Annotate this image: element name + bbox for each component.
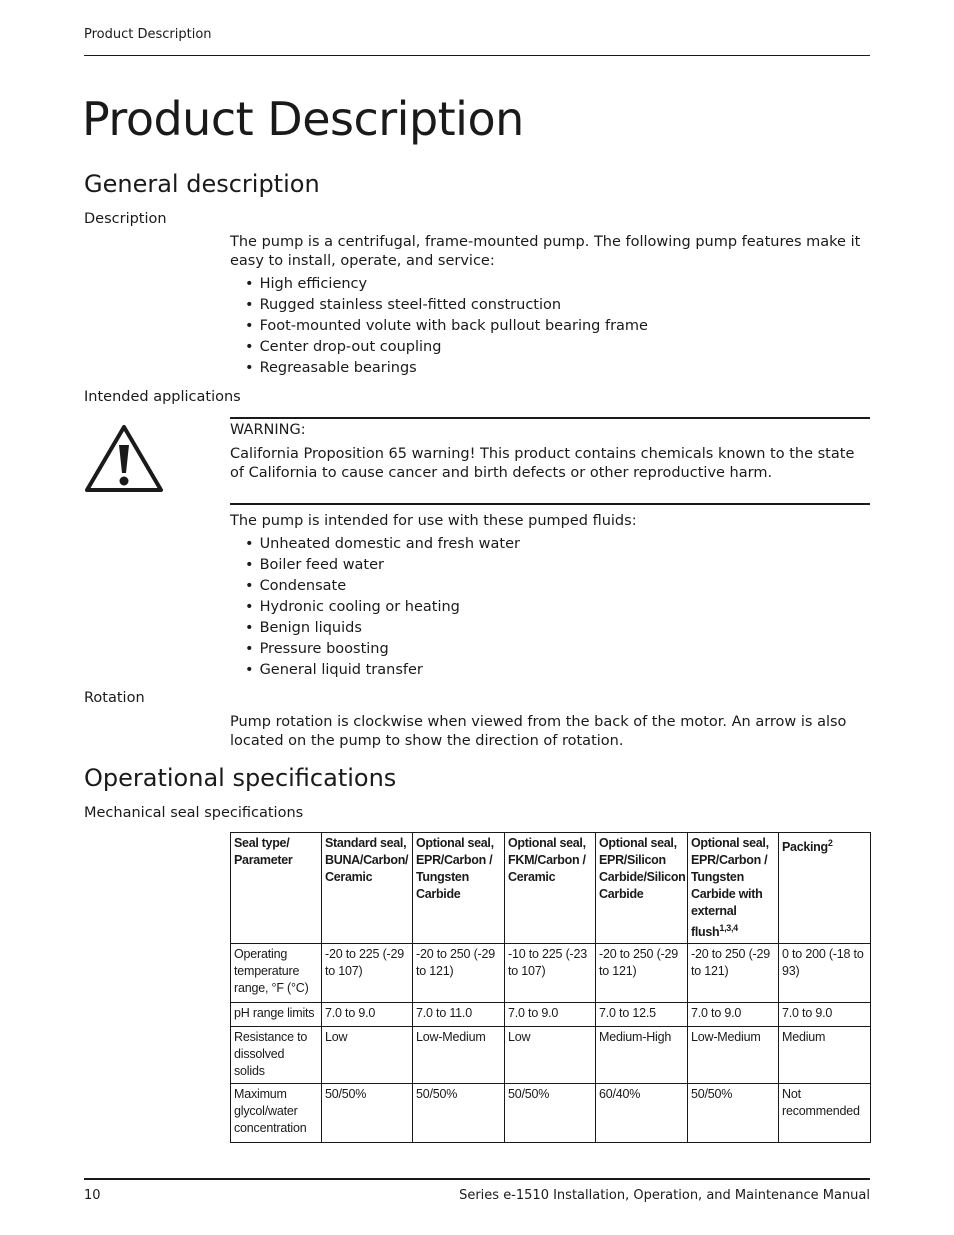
list-item: • Pressure boosting xyxy=(245,639,520,660)
table-cell: 7.0 to 9.0 xyxy=(779,1003,871,1027)
description-subheading: Description xyxy=(84,211,167,227)
warning-label: WARNING: xyxy=(230,422,306,438)
table-cell: -20 to 225 (-29 to 107) xyxy=(322,944,413,1003)
footnote-ref: 1,3,4 xyxy=(719,923,738,933)
footnote-ref: 2 xyxy=(827,838,833,848)
mechanical-seal-subheading: Mechanical seal specifications xyxy=(84,805,304,821)
column-header: Optional seal, FKM/Carbon / Ceramic xyxy=(505,833,596,944)
table-cell: -10 to 225 (-23 to 107) xyxy=(505,944,596,1003)
table-header-row xyxy=(231,833,871,944)
warning-text: California Proposition 65 warning! This product contains chemicals known to the state of California to cause cancer and birth defects or other reproductive harm. xyxy=(230,446,855,481)
table-cell: Low xyxy=(322,1027,413,1084)
list-item: • Boiler feed water xyxy=(245,555,520,576)
table-cell: Operating temperature range, °F (°C) xyxy=(231,944,322,1003)
intended-applications-subheading: Intended applications xyxy=(84,389,241,405)
table-cell: Not recommended xyxy=(779,1084,871,1143)
table-cell: 7.0 to 9.0 xyxy=(322,1003,413,1027)
table-cell: -20 to 250 (-29 to 121) xyxy=(413,944,505,1003)
table-cell: -20 to 250 (-29 to 121) xyxy=(596,944,688,1003)
table-cell: Resistance to dissolved solids xyxy=(231,1027,322,1084)
table-cell: 50/50% xyxy=(322,1084,413,1143)
table-cell: Low-Medium xyxy=(413,1027,505,1084)
table-cell: Low xyxy=(505,1027,596,1084)
table-cell: Medium xyxy=(779,1027,871,1084)
table-cell: Medium-High xyxy=(596,1027,688,1084)
general-description-heading: General description xyxy=(84,170,320,198)
warning-top-rule xyxy=(230,417,870,419)
page-title: Product Description xyxy=(82,92,524,146)
table-cell: pH range limits xyxy=(231,1003,322,1027)
column-header: Packing$^2$ xyxy=(779,833,871,944)
list-item: • Foot-mounted volute with back pullout bearing frame xyxy=(245,316,648,337)
header-rule xyxy=(84,55,870,56)
table-cell: 7.0 to 11.0 xyxy=(413,1003,505,1027)
table-cell: 7.0 to 12.5 xyxy=(596,1003,688,1027)
list-item: • Regreasable bearings xyxy=(245,358,648,379)
warning-triangle-icon xyxy=(84,423,164,493)
table-row xyxy=(231,944,871,1003)
list-item: • Condensate xyxy=(245,576,520,597)
table-cell: Low-Medium xyxy=(688,1027,779,1084)
footer-rule xyxy=(84,1178,870,1180)
column-header: Standard seal, BUNA/Carbon/ Ceramic xyxy=(322,833,413,944)
description-text: The pump is a centrifugal, frame-mounted pump. The following pump features make it easy to install, operate, and service: xyxy=(230,234,861,269)
table-row xyxy=(231,1003,871,1027)
fluid-list xyxy=(245,534,520,681)
seal-specifications-table xyxy=(230,832,871,1143)
list-item: • Unheated domestic and fresh water xyxy=(245,534,520,555)
list-item: • General liquid transfer xyxy=(245,660,520,681)
rotation-subheading: Rotation xyxy=(84,690,145,706)
table-cell: -20 to 250 (-29 to 121) xyxy=(688,944,779,1003)
running-header: Product Description xyxy=(84,27,212,42)
column-header: Seal type/ Parameter xyxy=(231,833,322,944)
table-cell: 0 to 200 (-18 to 93) xyxy=(779,944,871,1003)
list-item: • Rugged stainless steel-fitted construction xyxy=(245,295,648,316)
table-cell: 50/50% xyxy=(688,1084,779,1143)
list-item: • Center drop-out coupling xyxy=(245,337,648,358)
applications-intro: The pump is intended for use with these pumped fluids: xyxy=(230,513,637,529)
table-cell: 50/50% xyxy=(413,1084,505,1143)
manual-title: Series e-1510 Installation, Operation, and Maintenance Manual xyxy=(459,1188,870,1203)
list-item: • Hydronic cooling or heating xyxy=(245,597,520,618)
list-item: • Benign liquids xyxy=(245,618,520,639)
table-cell: 7.0 to 9.0 xyxy=(688,1003,779,1027)
operational-specifications-heading: Operational specifications xyxy=(84,764,397,792)
column-header: Optional seal, EPR/Carbon / Tungsten Carbide with external flush$^{1,3,4}$ xyxy=(688,833,779,944)
column-header: Optional seal, EPR/Carbon / Tungsten Carbide xyxy=(413,833,505,944)
feature-list xyxy=(245,274,648,379)
table-cell: 7.0 to 9.0 xyxy=(505,1003,596,1027)
column-header: Optional seal, EPR/Silicon Carbide/Silicon Carbide xyxy=(596,833,688,944)
rotation-text: Pump rotation is clockwise when viewed from the back of the motor. An arrow is also located on the pump to show the direction of rotation. xyxy=(230,714,847,749)
table-cell: 60/40% xyxy=(596,1084,688,1143)
table-cell: 50/50% xyxy=(505,1084,596,1143)
table-row xyxy=(231,1027,871,1084)
list-item: • High efficiency xyxy=(245,274,648,295)
page-number: 10 xyxy=(84,1188,101,1203)
warning-bottom-rule xyxy=(230,503,870,505)
table-cell: Maximum glycol/water concentration xyxy=(231,1084,322,1143)
table-row xyxy=(231,1084,871,1143)
